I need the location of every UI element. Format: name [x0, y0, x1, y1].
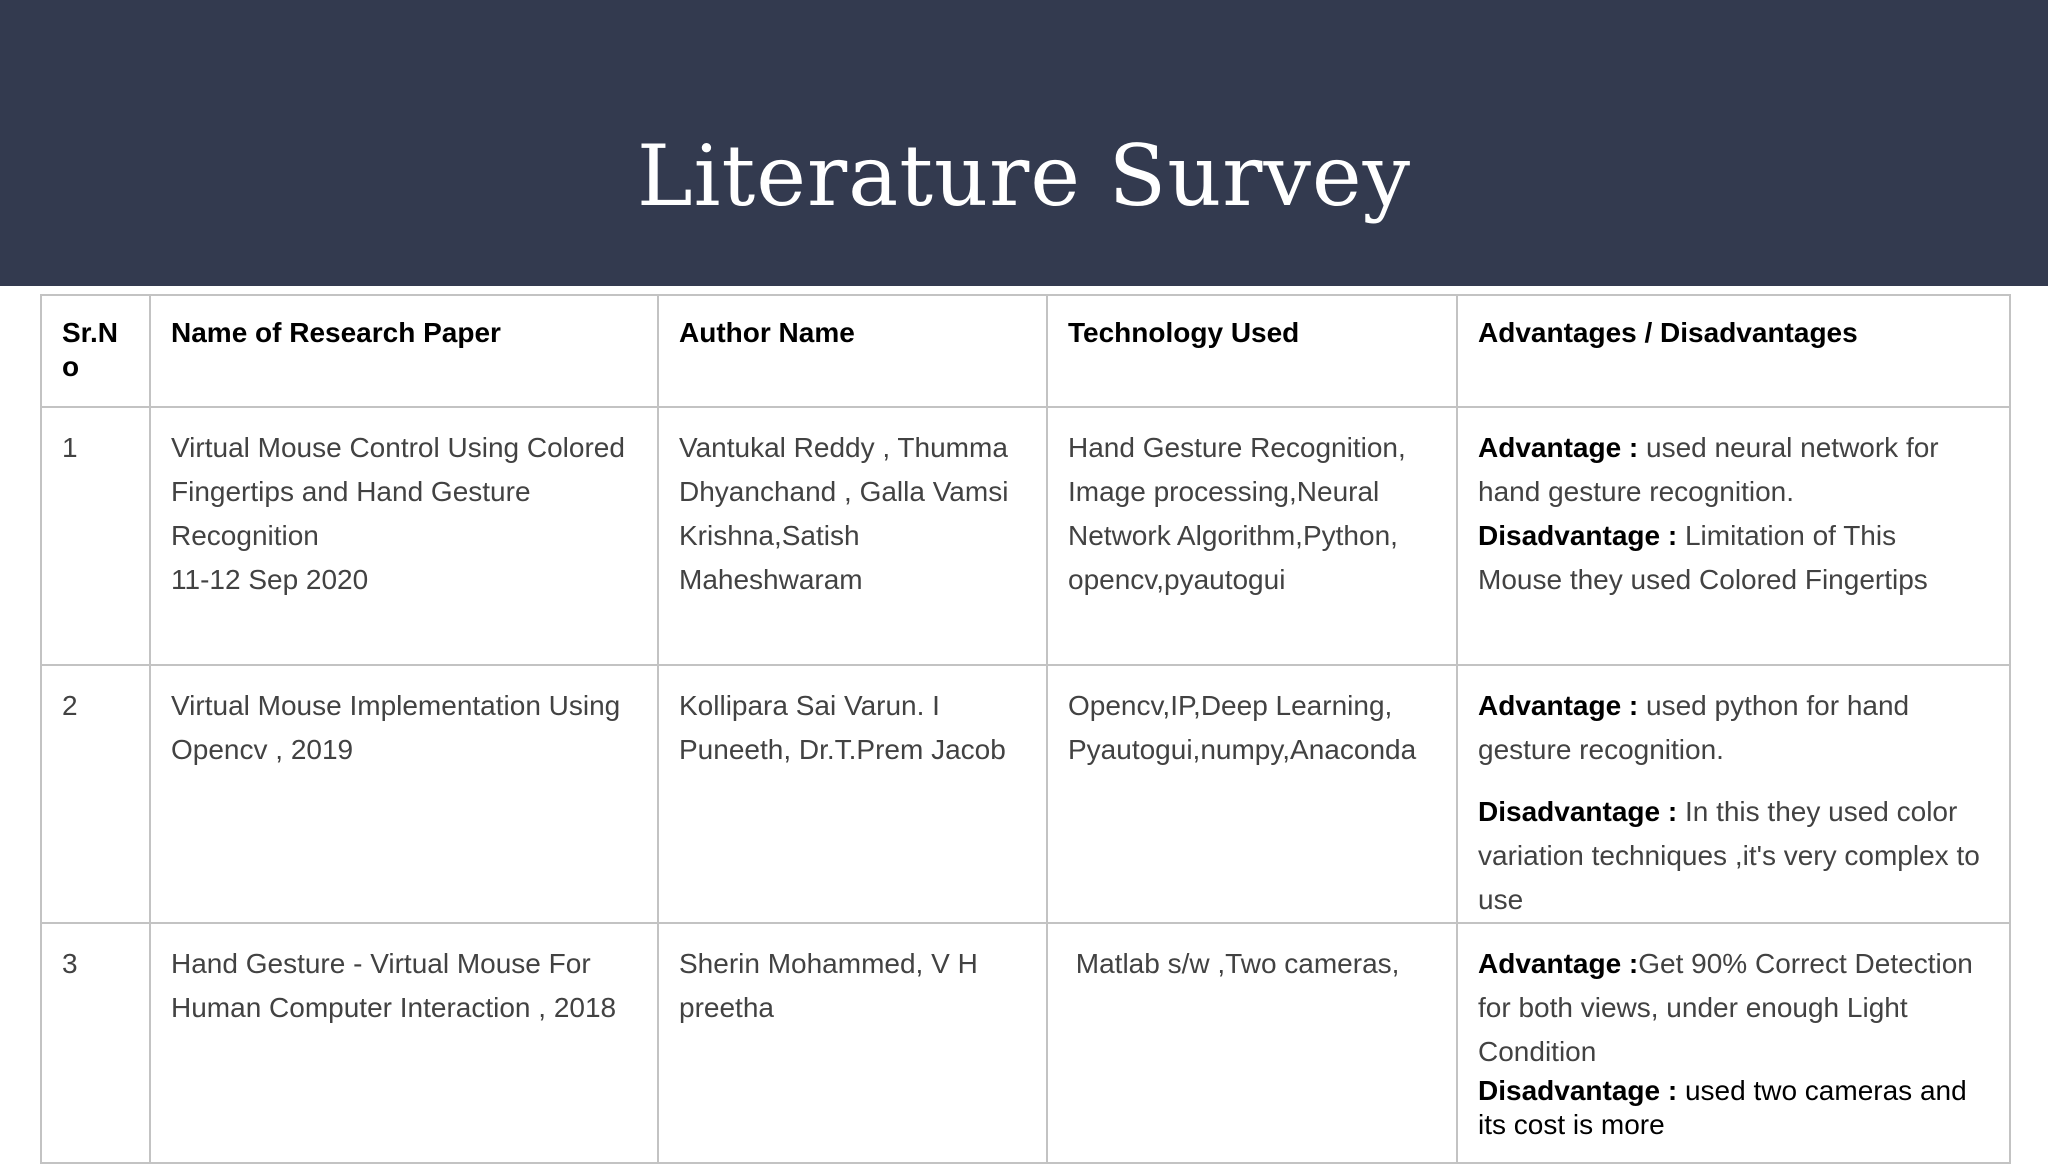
advantage-line: gesture recognition. [1478, 734, 1724, 765]
row-authors [658, 923, 1047, 1163]
author-line: preetha [679, 992, 774, 1023]
author-line: Kollipara Sai Varun. I [679, 690, 940, 721]
paragraph-gap [1478, 772, 1989, 790]
row-advantages [1457, 407, 2010, 665]
row-authors [658, 665, 1047, 923]
paper-line: 11-12 Sep 2020 [171, 564, 369, 595]
disadvantage-label: Disadvantage : [1478, 1075, 1678, 1106]
advantage-label: Advantage : [1478, 690, 1639, 721]
technology-line: Opencv,IP,Deep Learning, [1068, 690, 1393, 721]
disadvantage-text: used two cameras and [1677, 1075, 1967, 1106]
header-srno-part1: Sr.N [62, 317, 119, 348]
disadvantage-line: use [1478, 884, 1524, 915]
literature-survey-table [40, 294, 2011, 1164]
row-advantages [1457, 665, 2010, 923]
header-srno [41, 295, 150, 407]
title-banner [0, 0, 2048, 286]
disadvantage-label: Disadvantage : [1478, 520, 1678, 551]
technology-line: Network Algorithm,Python, [1068, 520, 1398, 551]
row-paper [150, 665, 658, 923]
table-header-row [41, 295, 2010, 407]
technology-line: Hand Gesture Recognition, [1068, 432, 1406, 463]
row-authors [658, 407, 1047, 665]
advantage-line: hand gesture recognition. [1478, 476, 1794, 507]
disadvantage-line: its cost is more [1478, 1109, 1665, 1140]
header-paper: Name of Research Paper [150, 295, 658, 407]
disadvantage-line [1478, 1074, 1989, 1108]
row-srno: 3 [41, 923, 150, 1163]
header-technology: Technology Used [1047, 295, 1457, 407]
disadvantage-text: In this they used color [1677, 796, 1958, 827]
disadvantage-line [1478, 514, 1989, 558]
paper-line: Virtual Mouse Control Using Colored [171, 432, 625, 463]
paper-line: Fingertips and Hand Gesture [171, 476, 531, 507]
header-author: Author Name [658, 295, 1047, 407]
table-row [41, 665, 2010, 923]
advantage-text: Get 90% Correct Detection [1638, 948, 1973, 979]
row-advantages [1457, 923, 2010, 1163]
technology-line: Matlab s/w ,Two cameras, [1068, 948, 1400, 979]
technology-line: Image processing,Neural [1068, 476, 1380, 507]
header-srno-part2: o [62, 351, 80, 382]
advantage-line [1478, 684, 1989, 728]
row-paper [150, 407, 658, 665]
disadvantage-text: Limitation of This [1677, 520, 1897, 551]
row-paper [150, 923, 658, 1163]
advantage-line [1478, 942, 1989, 986]
paper-line: Human Computer Interaction , 2018 [171, 992, 617, 1023]
table-row [41, 923, 2010, 1163]
slide-title: Literature Survey [636, 127, 1412, 225]
author-line: Krishna,Satish [679, 520, 860, 551]
author-line: Dhyanchand , Galla Vamsi [679, 476, 1009, 507]
author-line: Puneeth, Dr.T.Prem Jacob [679, 734, 1006, 765]
author-line: Sherin Mohammed, V H [679, 948, 978, 979]
disadvantage-label: Disadvantage : [1478, 796, 1678, 827]
technology-line: opencv,pyautogui [1068, 564, 1286, 595]
row-srno: 2 [41, 665, 150, 923]
advantage-line: Condition [1478, 1036, 1597, 1067]
paper-line: Hand Gesture - Virtual Mouse For [171, 948, 591, 979]
paper-line: Virtual Mouse Implementation Using [171, 690, 621, 721]
header-advantages: Advantages / Disadvantages [1457, 295, 2010, 407]
advantage-label: Advantage : [1478, 948, 1639, 979]
row-srno: 1 [41, 407, 150, 665]
disadvantage-line: Mouse they used Colored Fingertips [1478, 564, 1928, 595]
advantage-line: for both views, under enough Light [1478, 992, 1908, 1023]
row-technology [1047, 923, 1457, 1163]
disadvantage-line [1478, 790, 1989, 834]
author-line: Vantukal Reddy , Thumma [679, 432, 1008, 463]
row-technology [1047, 665, 1457, 923]
advantage-text: used neural network for [1638, 432, 1939, 463]
table-row [41, 407, 2010, 665]
row-technology [1047, 407, 1457, 665]
paper-line: Recognition [171, 520, 319, 551]
advantage-line [1478, 426, 1989, 470]
paper-line: Opencv , 2019 [171, 734, 354, 765]
technology-line: Pyautogui,numpy,Anaconda [1068, 734, 1417, 765]
author-line: Maheshwaram [679, 564, 863, 595]
advantage-text: used python for hand [1638, 690, 1910, 721]
disadvantage-line: variation techniques ,it's very complex to [1478, 840, 1980, 871]
advantage-label: Advantage : [1478, 432, 1639, 463]
